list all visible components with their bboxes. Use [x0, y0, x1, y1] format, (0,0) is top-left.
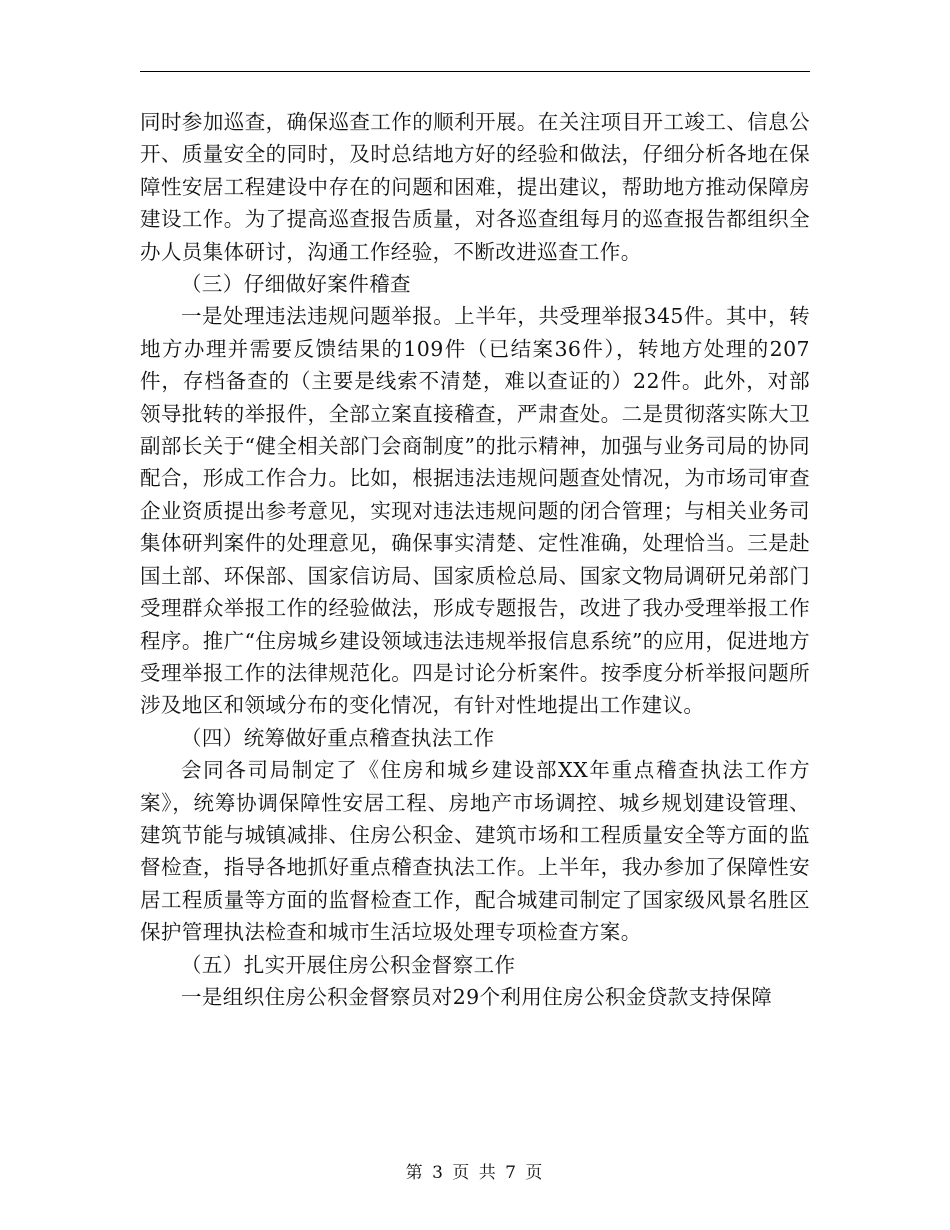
- page-footer: 第 3 页 共 7 页: [405, 1163, 545, 1183]
- paragraph-housing-fund: 一是组织住房公积金督察员对29个利用住房公积金贷款支持保障: [181, 984, 773, 1009]
- paragraph-key-inspection: 会同各司局制定了《住房和城乡建设部XX年重点稽查执法工作方案》，统筹协调保障性安居工程、房地产市场调控、城乡规划建设管理、建筑节能与城镇减排、住房公积金、建筑市场和工程质量安全等方面的监督检查，指导各地抓好重点稽查执法工作。上半年，我办参加了保障性安居工程质量等方面的监督检查工作，配合城建司制定了国家级风景名胜区保护管理执法检查和城市生活垃圾处理专项检查方案。: [140, 758, 810, 945]
- document-body: [140, 106, 810, 1013]
- paragraph-case-inspection: 一是处理违法违规问题举报。上半年，共受理举报345件。其中，转地方办理并需要反馈结果的109件（已结案36件），转地方处理的207件，存档备查的（主要是线索不清楚，难以查证的）22件。此外，对部领导批转的举报件，全部立案直接稽查，严肃查处。二是贯彻落实陈大卫副部长关于“健全相关部门会商制度”的批示精神，加强与业务司局的协同配合，形成工作合力。比如，根据违法违规问题查处情况，为市场司审查企业资质提出参考意见，实现对违法违规问题的闭合管理；与相关业务司集体研判案件的处理意见，确保事实清楚、定性准确，处理恰当。三是赴国土部、环保部、国家信访局、国家质检总局、国家文物局调研兄弟部门受理群众举报工作的经验做法，形成专题报告，改进了我办受理举报工作程序。推广“住房城乡建设领域违法违规举报信息系统”的应用，促进地方受理举报工作的法律规范化。四是讨论分析案件。按季度分析举报问题所涉及地区和领域分布的变化情况，有针对性地提出工作建议。: [140, 304, 810, 718]
- section-heading-5: （五）扎实开展住房公积金督察工作: [181, 952, 516, 977]
- header-rule: [140, 71, 810, 72]
- paragraph-continuation: 同时参加巡查，确保巡查工作的顺利开展。在关注项目开工竣工、信息公开、质量安全的同时，及时总结地方好的经验和做法，仔细分析各地在保障性安居工程建设中存在的问题和困难，提出建议，帮助地方推动保障房建设工作。为了提高巡查报告质量，对各巡查组每月的巡查报告都组织全办人员集体研讨，沟通工作经验，不断改进巡查工作。: [140, 110, 810, 264]
- section-heading-4: （四）统筹做好重点稽查执法工作: [181, 725, 495, 750]
- section-heading-3: （三）仔细做好案件稽查: [181, 272, 411, 297]
